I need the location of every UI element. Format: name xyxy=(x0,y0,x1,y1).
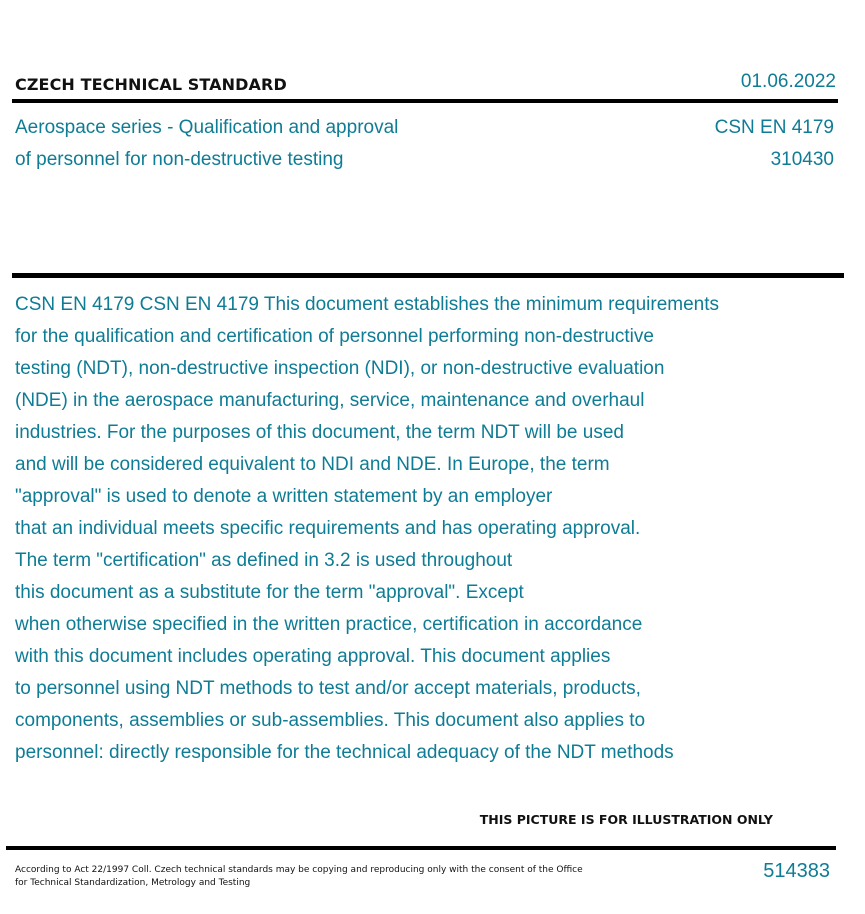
title-line-1: Aerospace series - Qualification and approval xyxy=(15,117,399,138)
abstract-line: to personnel using NDT methods to test and/or accept materials, products, xyxy=(15,678,641,699)
document-heading: CZECH TECHNICAL STANDARD xyxy=(15,75,287,94)
copyright-line-2: for Technical Standardization, Metrology and Testing xyxy=(15,878,251,888)
standard-code: CSN EN 4179 xyxy=(714,117,834,138)
abstract-line: CSN EN 4179 CSN EN 4179 This document establishes the minimum requirements xyxy=(15,294,720,315)
abstract-line: The term "certification" as defined in 3.2 is used throughout xyxy=(15,550,513,571)
abstract-line: when otherwise specified in the written practice, certification in accordance xyxy=(15,614,643,635)
standard-number: 310430 xyxy=(770,149,834,170)
abstract-line: testing (NDT), non-destructive inspection (NDI), or non-destructive evaluation xyxy=(15,358,665,379)
abstract-line: with this document includes operating approval. This document applies xyxy=(15,646,611,667)
abstract-line: (NDE) in the aerospace manufacturing, service, maintenance and overhaul xyxy=(15,390,645,411)
abstract-line: for the qualification and certification of personnel performing non-destructive xyxy=(15,326,654,347)
body-divider xyxy=(12,273,844,278)
abstract-line: that an individual meets specific requirements and has operating approval. xyxy=(15,518,641,539)
catalog-number: 514383 xyxy=(763,860,830,882)
abstract-line: components, assemblies or sub-assemblies. This document also applies to xyxy=(15,710,646,731)
copyright-line-1: According to Act 22/1997 Coll. Czech technical standards may be copying and reproducing only with the consent of the Office xyxy=(15,865,583,875)
document-abstract xyxy=(15,289,845,769)
abstract-line: "approval" is used to denote a written statement by an employer xyxy=(15,486,553,507)
abstract-line: industries. For the purposes of this document, the term NDT will be used xyxy=(15,422,624,443)
abstract-line: personnel: directly responsible for the technical adequacy of the NDT methods xyxy=(15,742,674,763)
title-line-2: of personnel for non-destructive testing xyxy=(15,149,344,170)
publication-date: 01.06.2022 xyxy=(740,71,836,92)
copyright-notice xyxy=(15,864,583,890)
illustration-disclaimer: THIS PICTURE IS FOR ILLUSTRATION ONLY xyxy=(479,812,773,827)
header-divider xyxy=(12,99,838,103)
abstract-line: and will be considered equivalent to NDI and NDE. In Europe, the term xyxy=(15,454,610,475)
footer-divider xyxy=(6,846,836,850)
abstract-line: this document as a substitute for the term "approval". Except xyxy=(15,582,524,603)
